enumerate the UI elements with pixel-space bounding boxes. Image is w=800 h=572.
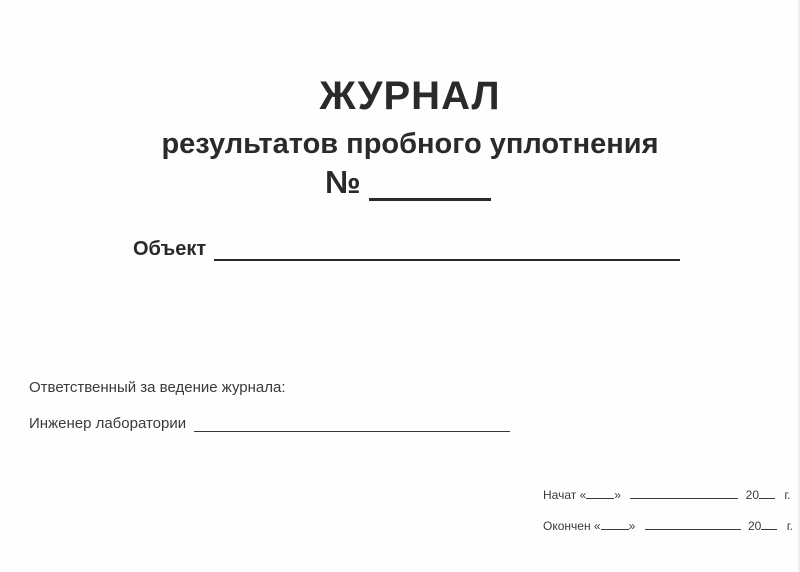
end-century: 20: [747, 519, 762, 533]
object-row: [133, 238, 680, 261]
responsible-heading: Ответственный за ведение журнала:: [29, 379, 286, 396]
start-day-blank: [586, 487, 614, 499]
journal-title: ЖУРНАЛ: [319, 74, 501, 118]
start-date-row: [543, 487, 791, 502]
journal-subtitle: результатов пробного уплотнения: [161, 128, 659, 160]
start-open-quote: «: [579, 488, 587, 502]
end-date-row: [543, 518, 793, 533]
start-month-blank: [630, 487, 738, 499]
start-century: 20: [745, 488, 759, 502]
journal-number-blank: [369, 168, 491, 201]
journal-number-row: [325, 164, 491, 201]
end-month-blank: [645, 518, 741, 530]
end-year-blank: [761, 518, 777, 530]
object-blank: [214, 239, 680, 261]
engineer-blank: [194, 417, 510, 432]
end-day-blank: [601, 518, 629, 530]
end-open-quote: «: [593, 519, 601, 533]
end-close-quote: »: [628, 519, 636, 533]
number-sign: №: [325, 164, 361, 200]
start-label: Начат: [543, 488, 577, 502]
engineer-row: [29, 415, 510, 432]
start-year-blank: [759, 487, 775, 499]
start-close-quote: »: [614, 488, 621, 502]
end-label: Окончен: [543, 519, 591, 533]
engineer-label: Инженер лаборатории: [29, 415, 187, 432]
object-label: Объект: [133, 238, 207, 260]
start-year-suffix: г.: [784, 488, 791, 502]
end-year-suffix: г.: [786, 519, 793, 533]
